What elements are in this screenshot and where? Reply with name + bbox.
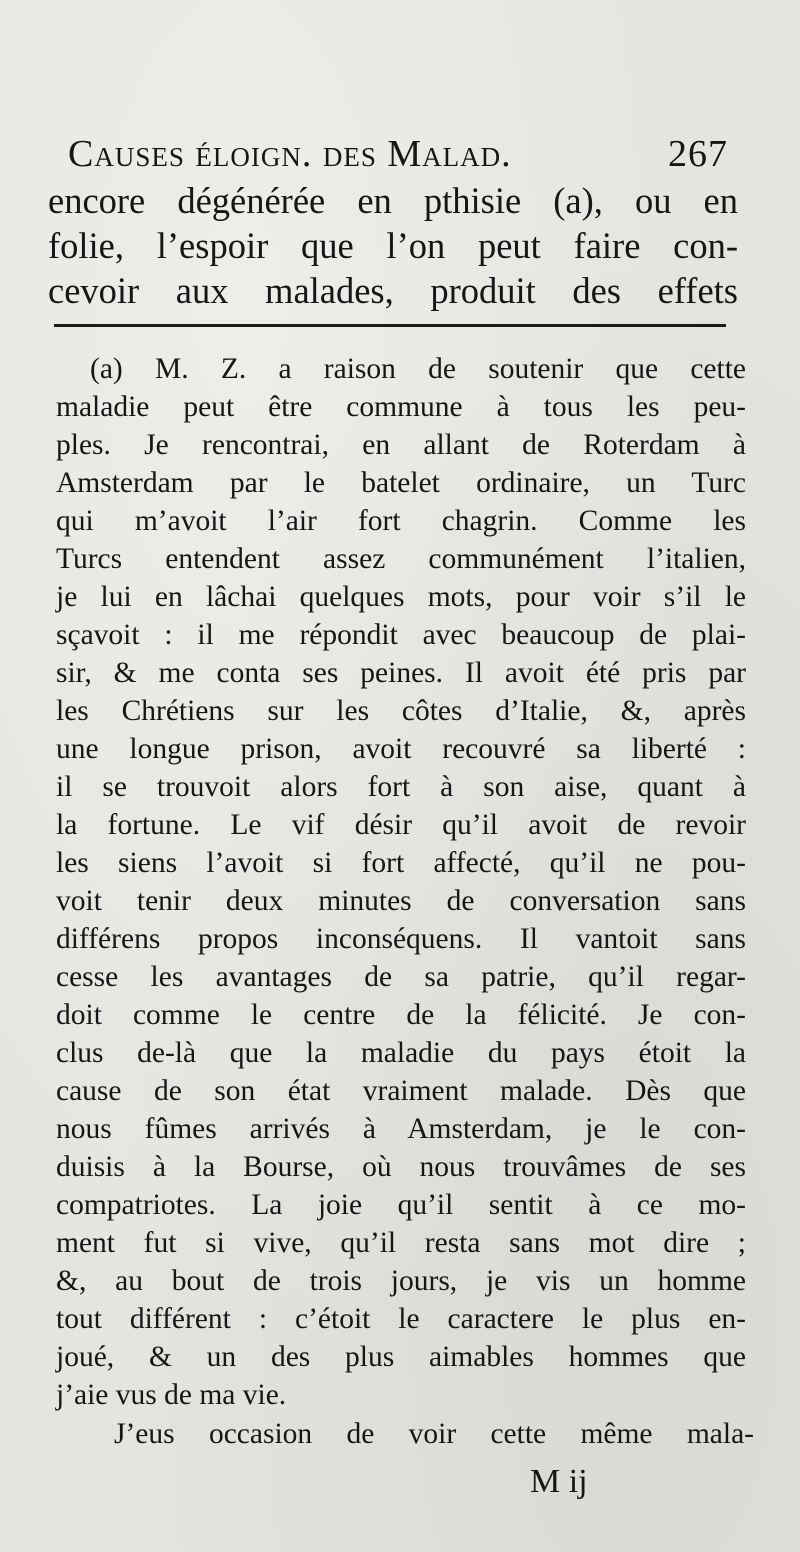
footnote-line: maladie peut être commune à tous les peu- (56, 391, 746, 423)
footnote-line: Turcs entendent assez communément l’italien, (56, 543, 746, 575)
page-number: 267 (668, 133, 728, 175)
footnote-line: j’aie vus de ma vie. (56, 1379, 287, 1411)
signature-mark: M ij (530, 1463, 588, 1500)
footnote-line: voit tenir deux minutes de conversation sans (56, 885, 746, 917)
main-text (48, 178, 738, 313)
footnote-line: les siens l’avoit si fort affecté, qu’il ne pou- (56, 847, 746, 879)
footnote-line: je lui en lâchai quelques mots, pour voir s’il le (56, 581, 746, 613)
footnote-line: il se trouvoit alors fort à son aise, quant à (56, 771, 746, 803)
footnote-line: ples. Je rencontrai, en allant de Roterdam à (56, 429, 746, 461)
footnote-line: tout différent : c’étoit le caractere le plus en- (56, 1303, 746, 1335)
running-title: Causes éloign. des Malad. (68, 133, 512, 175)
footnote-line: clus de-là que la maladie du pays étoit la (56, 1037, 746, 1069)
running-header (68, 128, 728, 180)
footnote-line: ment fut si vive, qu’il resta sans mot dire ; (56, 1227, 746, 1259)
footnote-line: nous fûmes arrivés à Amsterdam, je le con- (56, 1113, 746, 1145)
text-line: cevoir aux malades, produit des effets (48, 270, 738, 311)
footnote-line: duisis à la Bourse, où nous trouvâmes de ses (56, 1151, 746, 1183)
text-line: encore dégénérée en pthisie (a), ou en (48, 180, 738, 221)
footnote-line: une longue prison, avoit recouvré sa liberté : (56, 733, 746, 765)
footnote-line: la fortune. Le vif désir qu’il avoit de revoir (56, 809, 746, 841)
footnote-line: cause de son état vraiment malade. Dès que (56, 1075, 746, 1107)
footnote-line: sçavoit : il me répondit avec beaucoup de plai- (56, 619, 746, 651)
footnote-line: qui m’avoit l’air fort chagrin. Comme les (56, 505, 746, 537)
continuation-line: J’eus occasion de voir cette même mala- (114, 1418, 754, 1450)
footnote-line: doit comme le centre de la félicité. Je con- (56, 999, 746, 1031)
footnote-line: compatriotes. La joie qu’il sentit à ce mo- (56, 1189, 746, 1221)
footnote-line: (a) M. Z. a raison de soutenir que cette (90, 353, 746, 385)
footnote-line: joué, & un des plus aimables hommes que (56, 1341, 746, 1373)
footnote-line: différens propos inconséquens. Il vantoit sans (56, 923, 746, 955)
footnote-line: cesse les avantages de sa patrie, qu’il regar- (56, 961, 746, 993)
footnote (56, 350, 746, 1414)
footnote-line: les Chrétiens sur les côtes d’Italie, &, après (56, 695, 746, 727)
footnote-line: sir, & me conta ses peines. Il avoit été pris par (56, 657, 746, 689)
text-line: folie, l’espoir que l’on peut faire con- (48, 225, 738, 266)
footnote-rule (54, 324, 726, 327)
footnote-line: &, au bout de trois jours, je vis un homme (56, 1265, 746, 1297)
footnote-line: Amsterdam par le batelet ordinaire, un Turc (56, 467, 746, 499)
